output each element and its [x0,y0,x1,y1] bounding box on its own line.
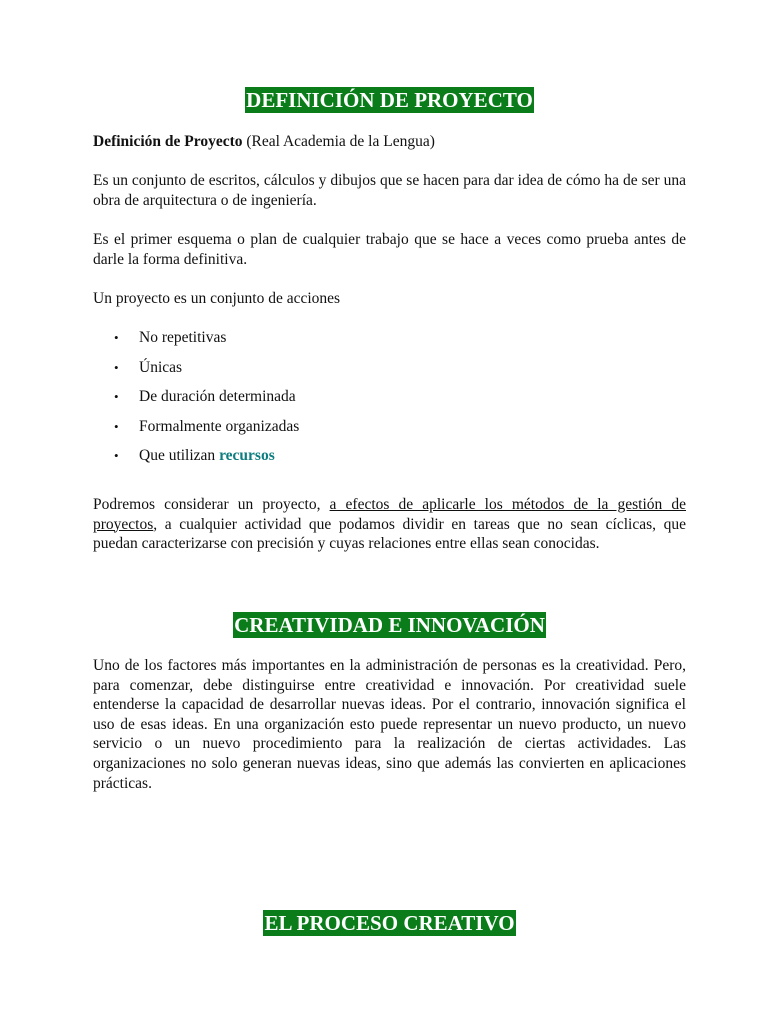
bullet-icon: • [114,389,119,404]
list-item: • Únicas [114,358,183,376]
gestion-proyectos-underlined: a efectos de aplicarle los métodos de la gestión de proyectos [93,496,686,533]
list-intro: Un proyecto es un conjunto de acciones [93,290,341,307]
definition-paragraph-1: Es un conjunto de escritos, cálculos y dibujos que se hacen para dar idea de cómo ha de ser una obra de arquitectura o de ingeniería. [93,172,686,209]
list-item: • No repetitivas [114,329,227,346]
section-heading-wrap [93,612,686,638]
heading-definicion-proyecto: DEFINICIÓN DE PROYECTO [246,88,533,112]
recursos-link[interactable]: recursos [219,447,275,464]
definition-source-origin: (Real Academia de la Lengua) [242,133,435,150]
bullet-icon: • [114,448,119,463]
list-item: • De duración determinada [114,388,296,405]
actions-list [93,328,686,476]
creativity-paragraph: Uno de los factores más importantes en la administración de personas es la creatividad. Pero, para comenzar, debe distinguirse entre creatividad e innovación. Por creatividad suele entenderse la capacidad de desarrollar nuevas ideas. Por el contrario, innovación significa el uso de esas ideas. En una organización esto puede representar un nuevo producto, un nuevo servicio o un nuevo procedimiento para la realización de ciertas actividades. Las organizaciones no solo generan nuevas ideas, sino que además las convierten en aplicaciones prácticas. [93,657,686,792]
section-heading-wrap [93,87,686,113]
bullet-icon: • [114,330,119,345]
heading-proceso-creativo: EL PROCESO CREATIVO [264,911,515,935]
definition-source-title: Definición de Proyecto [93,133,243,150]
definition-paragraph-2: Es el primer esquema o plan de cualquier trabajo que se hace a veces como prueba antes de darle la forma definitiva. [93,231,686,268]
closing-paragraph: Podremos considerar un proyecto, a efectos de aplicarle los métodos de la gestión de proyectos, a cualquier actividad que podamos dividir en tareas que no sean cíclicas, que puedan caracterizarse con precisión y cuyas relaciones entre ellas sean conocidas. [93,496,686,553]
bullet-icon: • [114,418,119,434]
list-item: • Que utilizan recursos [114,447,275,464]
section-heading-wrap [93,910,686,936]
bullet-icon: • [114,359,119,375]
list-item: • Formalmente organizadas [114,417,300,435]
heading-creatividad-innovacion: CREATIVIDAD E INNOVACIÓN [234,613,545,637]
definition-source [93,132,686,152]
